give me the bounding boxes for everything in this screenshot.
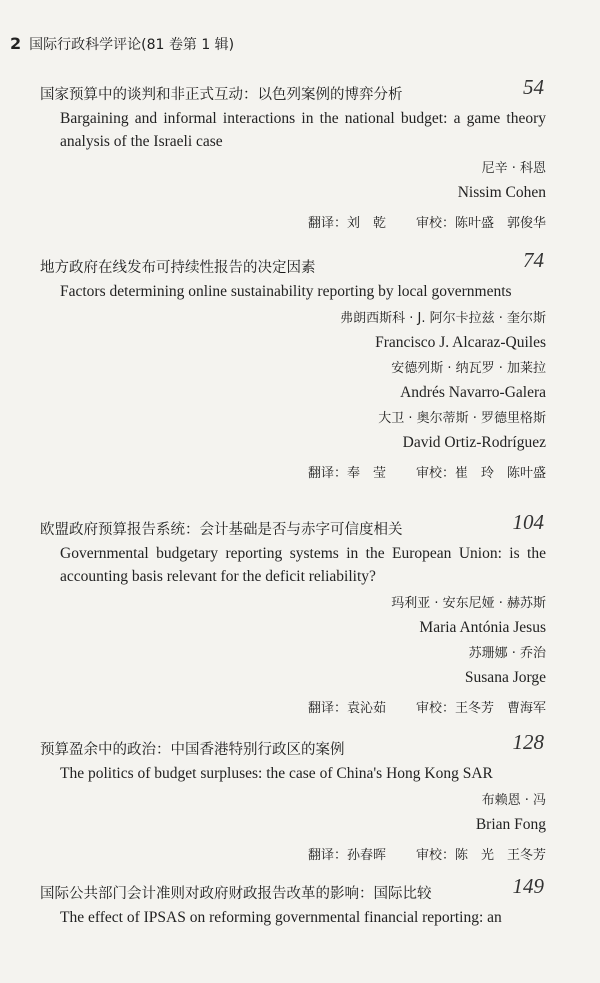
translator: 翻译：袁沁茹 — [307, 701, 386, 716]
entry-en-title: Governmental budgetary reporting systems in the European Union: is the accounting basis relevant for the deficit reliability? — [60, 545, 546, 585]
reviewer: 审校：陈叶盛 郭俊华 — [415, 216, 546, 231]
entry-zh-title: 国家预算中的谈判和非正式互动：以色列案例的博弈分析 — [40, 87, 403, 103]
author-zh-name: 尼辛 · 科恩 — [481, 161, 546, 176]
author-en-name: Francisco J. Alcaraz-Quiles — [375, 334, 546, 351]
entry-page-number: 104 — [512, 510, 544, 534]
entry-zh-title: 欧盟政府预算报告系统：会计基础是否与赤字可信度相关 — [40, 522, 403, 538]
running-header — [10, 34, 234, 54]
entry-zh-title: 国际公共部门会计准则对政府财政报告改革的影响：国际比较 — [40, 886, 432, 902]
author-zh-name: 安德列斯 · 纳瓦罗 · 加莱拉 — [391, 361, 546, 376]
author-en-name: Susana Jorge — [464, 669, 546, 686]
author-zh-name: 弗朗西斯科 · J. 阿尔卡拉兹 · 奎尔斯 — [340, 311, 546, 326]
entry-credits — [40, 212, 546, 231]
entry-page-number: 128 — [512, 730, 544, 754]
entry-credits — [40, 697, 546, 716]
toc-entry — [40, 874, 546, 929]
author-en-name: Andrés Navarro-Galera — [400, 384, 546, 401]
entry-page-number: 54 — [523, 75, 544, 99]
author-zh-name: 布赖恩 · 冯 — [481, 793, 546, 808]
entry-en-title: Bargaining and informal interactions in the national budget: a game theory analysis of the Israeli case — [60, 110, 546, 150]
entry-en-title: The effect of IPSAS on reforming governmental financial reporting: an — [60, 909, 502, 926]
entry-page-number: 149 — [512, 874, 544, 898]
author-zh-name: 大卫 · 奥尔蒂斯 · 罗德里格斯 — [378, 411, 546, 426]
translator: 翻译：奉 莹 — [307, 466, 386, 481]
reviewer: 审校：王冬芳 曹海军 — [415, 701, 546, 716]
entry-credits — [40, 462, 546, 481]
toc-entry — [40, 248, 546, 481]
entry-zh-title: 预算盈余中的政治：中国香港特别行政区的案例 — [40, 742, 345, 758]
author-en-name: Maria Antónia Jesus — [419, 619, 546, 636]
author-en-name: Brian Fong — [475, 816, 546, 833]
author-en-name: David Ortiz-Rodríguez — [402, 434, 546, 451]
toc-entry — [40, 730, 546, 863]
author-zh-name: 苏珊娜 · 乔治 — [468, 646, 546, 661]
author-en-name: Nissim Cohen — [457, 184, 546, 201]
entry-zh-title: 地方政府在线发布可持续性报告的决定因素 — [40, 260, 316, 276]
entry-en-title: Factors determining online sustainability reporting by local governments — [60, 283, 512, 300]
author-zh-name: 玛利亚 · 安东尼娅 · 赫苏斯 — [391, 596, 546, 611]
translator: 翻译：孙春晖 — [307, 848, 386, 863]
translator: 翻译：刘 乾 — [307, 216, 386, 231]
toc-entry — [40, 75, 546, 231]
reviewer: 审校：陈 光 王冬芳 — [415, 848, 546, 863]
entry-credits — [40, 844, 546, 863]
reviewer: 审校：崔 玲 陈叶盛 — [415, 466, 546, 481]
toc-entry — [40, 510, 546, 716]
page-number: 2 — [10, 34, 22, 53]
journal-title: 国际行政科学评论(81 卷第 1 辑) — [29, 37, 235, 53]
entry-page-number: 74 — [523, 248, 544, 272]
entry-en-title: The politics of budget surpluses: the case of China's Hong Kong SAR — [60, 765, 493, 782]
